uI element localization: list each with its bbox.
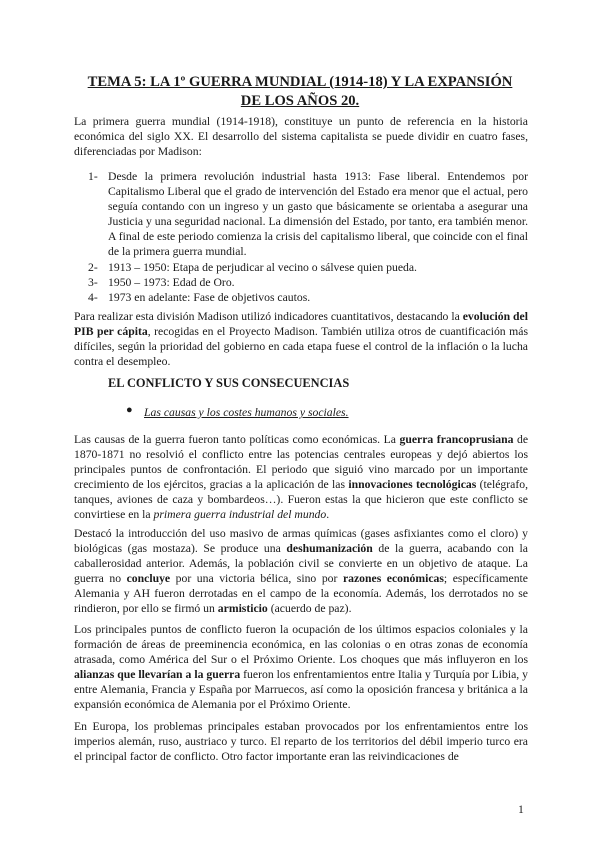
list-number: 4- xyxy=(88,290,98,304)
text-run: Destacó la introducción del uso masivo de armas químicas (gases asfixiantes como el cloro) y biológicas (gas mostaza). Se produce una xyxy=(74,527,528,556)
phases-list xyxy=(74,169,528,305)
subsection-heading: Las causas y los costes humanos y sociales. xyxy=(144,406,349,419)
bold-term: guerra francoprusiana xyxy=(399,433,514,446)
italic-term: primera guerra industrial del mundo xyxy=(153,508,327,522)
text-run: fueron los enfrentamientos entre Italia y Turquía por Libia, y entre Alemania, Francia y España por Marruecos, así como la oposición francesa y británica a la expansión económica de Alemania por el Próximo Oriente. xyxy=(74,668,529,712)
list-text: 1950 – 1973: Edad de Oro. xyxy=(108,275,235,289)
text-run: ; específicamente Alemania y AH fueron derrotadas en el campo de la economía. Además, los derrotados no se rindieron, por ello se firmó un xyxy=(74,572,528,616)
text-run: Los principales puntos de conflicto fueron la ocupación de los últimos espacios coloniales y la formación de áreas de preeminencia económica, en las colonias o en otras zonas de economía atrasada, como América del Sur o el Próximo Oriente. Los choques que más influyeron en los xyxy=(74,623,528,667)
list-number: 1- xyxy=(88,170,98,183)
text-run: Para realizar esta división Madison utilizó indicadores cuantitativos, destacando la xyxy=(74,310,463,323)
text-run: (telégrafo, tanques, aviones de caza y bombardeos…). Fueron estas la que hicieron que este conflicto se convirtiese en la xyxy=(74,478,528,522)
weapons-paragraph xyxy=(74,526,528,617)
bold-term: innovaciones tecnológicas xyxy=(348,478,477,492)
page-title xyxy=(60,73,540,111)
section-heading: EL CONFLICTO Y SUS CONSECUENCIAS xyxy=(108,376,350,390)
madison-paragraph xyxy=(74,309,528,369)
intro-paragraph: La primera guerra mundial (1914-1918), constituye un punto de referencia en la historia económica del siglo XX. El desarrollo del sistema capitalista se puede dividir en cuatro fases, diferenciadas por Madison: xyxy=(74,115,528,159)
text-run: por una victoria bélica, sino por xyxy=(170,572,343,586)
bold-term: razones económicas xyxy=(342,572,444,586)
list-item xyxy=(74,260,528,275)
list-text: Desde la primera revolución industrial hasta 1913: Fase liberal. Entendemos por Capitalismo Liberal que el grado de intervención del Estado era menor que el actual, pero seguía contando con un ingreso y un gasto que básicamente se orientaba a asegurar una Justicia y una seguridad nacional. La dimensión del Estado, por tanto, era también menor. A final de este periodo comienza la crisis del capitalismo liberal, que coincide con el final de la primera guerra mundial. xyxy=(108,170,528,259)
page-number: 1 xyxy=(518,803,524,816)
text-run: de la guerra, acabando con la caballerosidad anterior. Además, la población civil se convierte en un objetivo de ataque. La guerra no xyxy=(74,542,528,586)
list-item xyxy=(74,290,528,305)
text-run: (acuerdo de paz). xyxy=(267,602,352,616)
europe-paragraph: En Europa, los problemas principales estaban provocados por los enfrentamientos entre los imperios alemán, ruso, austriaco y turco. El reparto de los territorios del débil imperio turco era el principal factor de conflicto. Otro factor importante eran las reivindicaciones de xyxy=(74,720,528,764)
text-run: , recogidas en el Proyecto Madison. También utiliza otros de cuantificación más difíciles, según la prioridad del gobierno en cada etapa fuese el control de la inflación o la lucha contra el desempleo. xyxy=(74,325,528,369)
bold-term: armisticio xyxy=(217,602,268,616)
list-number: 3- xyxy=(88,275,98,289)
bold-term: evolución del PIB per cápita xyxy=(74,310,528,339)
title-line-2: DE LOS AÑOS 20. xyxy=(240,93,360,109)
bold-term: deshumanización xyxy=(286,542,373,556)
list-text: 1913 – 1950: Etapa de perjudicar al vecino o sálvese quien pueda. xyxy=(108,260,417,274)
list-number: 2- xyxy=(88,260,98,274)
title-line-1: TEMA 5: LA 1º GUERRA MUNDIAL (1914-18) Y LA EXPANSIÓN xyxy=(87,74,513,90)
bullet-icon: ● xyxy=(126,404,133,416)
bold-term: alianzas que llevarían a la guerra xyxy=(74,668,241,682)
text-run: de 1870-1871 no resolvió el conflicto entre las potencias centrales europeas y dejó abiertos los principales puntos de confrontación. El periodo que siguió vino marcado por un importante crecimiento de los ejércitos, gracias a la aplicación de las xyxy=(74,433,529,492)
conflict-points-paragraph xyxy=(74,622,528,713)
text-run: Las causas de la guerra fueron tanto políticas como económicas. La xyxy=(74,433,400,446)
list-text: 1973 en adelante: Fase de objetivos cautos. xyxy=(108,290,311,304)
text-run: . xyxy=(326,508,330,522)
list-item xyxy=(74,169,528,260)
list-item xyxy=(74,275,528,290)
bold-term: concluye xyxy=(126,572,171,586)
causes-paragraph xyxy=(74,432,528,523)
